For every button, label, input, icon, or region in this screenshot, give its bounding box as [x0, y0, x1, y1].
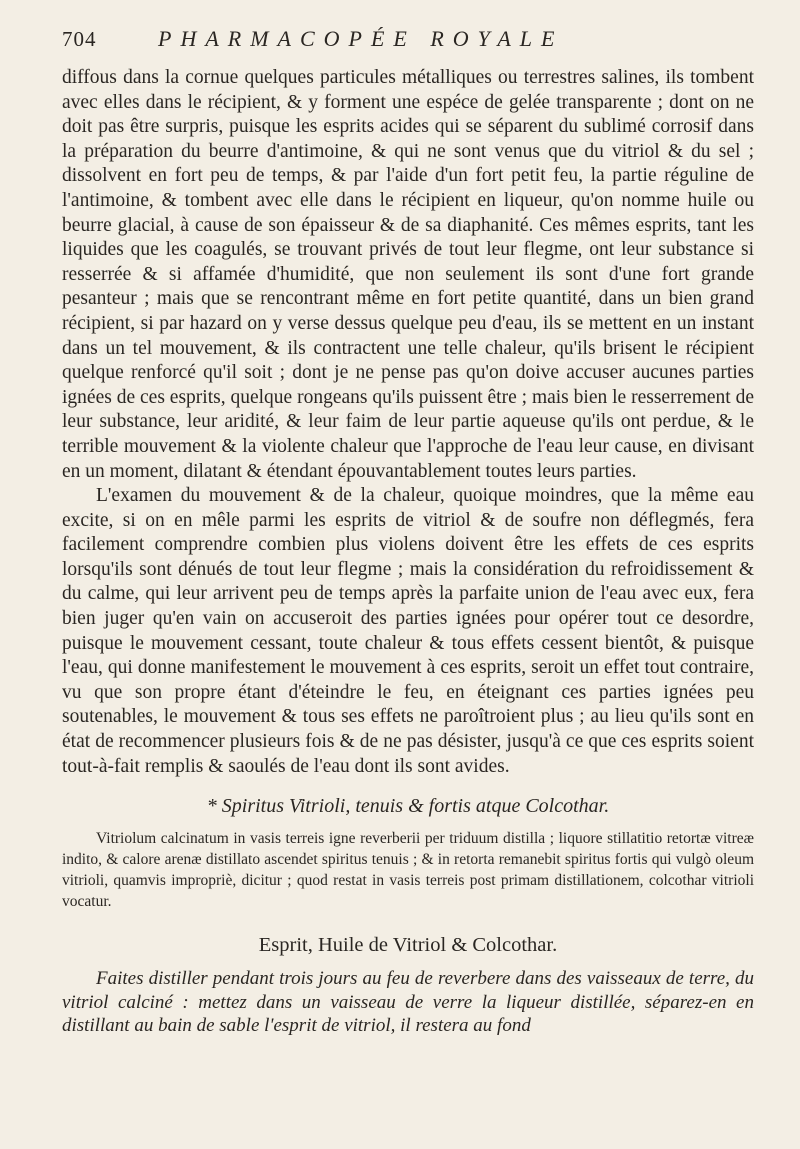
latin-recipe: Vitriolum calcinatum in vasis terreis igne reverberii per triduum distilla ; liquore stillatitio retortæ vitreæ indito, & calore arenæ distillato ascendet spiritus tenuis ; & in retorta remanebit spiritus fortis qui vulgò oleum vitrioli, quamvis impropriè, dicitur ; quod restat in vasis terreis post primam distillationem, colcothar vitrioli vocatur.	[62, 830, 754, 911]
paragraph: L'examen du mouvement & de la chaleur, quoique moindres, que la même eau excite, si on en mêle parmi les esprits de vitriol & de soufre non déflegmés, fera facilement comprendre combien plus violens doivent être les effets de ces esprits lorsqu'ils sont dénués de tout leur flegme ; mais la considération du refroidissement & du calme, qui leur arrivent peu de temps après la parfaite union de l'eau avec eux, fera bien juger qu'en vain on accuseroit des parties ignées pour opérer tout ce desordre, puisque le mouvement cessant, toute chaleur & tous effets cessent bientôt, & puisque l'eau, qui donne manifestement le mouvement à ces esprits, seroit un effet tout contraire, vu que son propre étant d'éteindre le feu, en éteignant ces parties ignées peu soutenables, le mouvement & tous ses effets ne paroîtroient plus ; au lieu qu'ils sont en état de recommencer plusieurs fois & de ne pas désister, jusqu'à ce que ces esprits soient tout-à-fait remplis & saoulés de l'eau dont ils sont avides.	[62, 485, 754, 777]
recipe-title: Esprit, Huile de Vitriol & Colcothar.	[258, 934, 558, 957]
section-title: * Spiritus Vitrioli, tenuis & fortis atque Colcothar.	[206, 795, 610, 818]
page-number: 704	[62, 27, 97, 51]
recipe-instructions: Faites distiller pendant trois jours au feu de reverbere dans des vaisseaux de terre, du vitriol calciné : mettez dans un vaisseau de verre la liqueur distillée, séparez-en en distillant au bain de sable l'esprit de vitriol, il restera au fond	[62, 968, 754, 1037]
paragraph: diffous dans la cornue quelques particules métalliques ou terrestres salines, ils tombent avec elles dans le récipient, & y forment une espéce de gelée transparente ; dont on ne doit pas être surpris, puisque les esprits acides qui se séparent du sublimé corrosif dans la préparation du beurre d'antimoine, & qui ne sont venus que du vitriol & du sel ; dissolvent en fort peu de temps, & par l'aide d'un fort petit feu, la partie réguline de l'antimoine, & tombent avec elle dans le récipient en liqueur, qu'on nomme huile ou beurre glacial, à cause de son épaisseur & de sa diaphanité. Ces mêmes esprits, tant les liquides que les coagulés, se trouvant privés de tout leur flegme, ont leur substance si resserrée & si affamée d'humidité, que non seulement ils sont d'une fort grande pesanteur ; mais que se rencontrant même en fort petite quantité, dans un bien grand récipient, si par hazard on y verse dessus quelque peu d'eau, ils se mettent en un instant dans un tel mouvement, & ils contractent une telle chaleur, qu'ils brisent le récipient quelque renforcé qu'il soit ; dont je ne pense pas qu'on doive accuser aucunes parties ignées de ces esprits, quelque rongeans qu'ils puissent être ; mais bien le resserrement de leur substance, leur aridité, & leur faim de leur partie aqueuse qu'ils ont perdue, & le terrible mouvement & la violente chaleur que l'approche de l'eau leur cause, en divisant en un moment, dilatant & étendant épouvantablement toutes leurs parties.	[62, 67, 754, 482]
main-text	[62, 66, 754, 779]
page-header	[62, 26, 754, 62]
running-title: PHARMACOPÉE ROYALE	[158, 26, 564, 51]
